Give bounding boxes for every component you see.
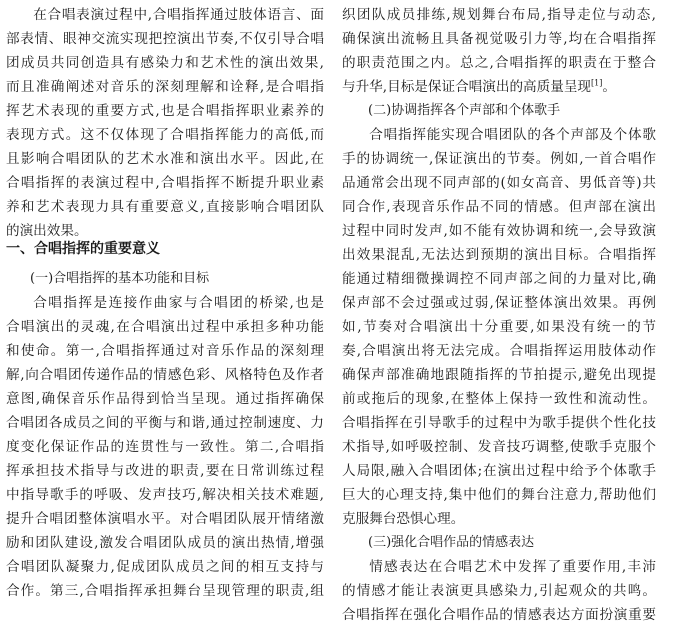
paragraph-line: 合唱团各成员之间的平衡与和谐,通过控制速度、力 — [6, 415, 324, 431]
paragraph-line: 励和团队建设,激发合唱团队成员的演出热情,增强 — [6, 535, 324, 551]
paragraph-line: 提升合唱团整体演唱水平。对合唱团队展开情绪激 — [6, 511, 324, 527]
paragraph-line: 术指导,如呼吸控制、发音技巧调整,使歌手克服个 — [342, 439, 656, 455]
paragraph-line: 部表情、眼神交流实现把控演出节奏,不仅引导合唱 — [6, 31, 324, 47]
paragraph-line: 中指导歌手的呼吸、发声技巧,解决相关技术难题, — [6, 487, 324, 503]
paragraph-line: 出效果混乱,无法达到预期的演出目标。合唱指挥 — [342, 247, 656, 263]
paragraph-line: 解,向合唱团传递作品的情感色彩、风格特色及作者 — [6, 367, 324, 383]
paragraph-text: 与升华,目标是保证合唱演出的高质量呈现 — [342, 79, 592, 95]
paragraph-line: 的职责范围之内。总之,合唱指挥的职责在于整合 — [342, 55, 656, 71]
paragraph-line: 奏,合唱演出将无法完成。合唱指挥运用肢体动作 — [342, 343, 656, 359]
paragraph-line: 合唱指挥在引导歌手的过程中为歌手提供个性化技 — [342, 415, 656, 431]
paragraph-line: 挥艺术表现的重要方式,也是合唱指挥职业素养的 — [6, 103, 324, 119]
paragraph-line: 挥承担技术指导与改进的职责,要在日常训练过程 — [6, 463, 324, 479]
paragraph-line: 度变化保证作品的连贯性与一致性。第二,合唱指 — [6, 439, 324, 455]
paragraph-line: 合唱指挥是连接作曲家与合唱团的桥梁,也是 — [33, 295, 324, 311]
paragraph-line: 巨大的心理支持,集中他们的舞台注意力,帮助他们 — [342, 487, 656, 503]
paragraph-line: 合唱团队凝聚力,促成团队成员之间的相互支持与 — [6, 559, 324, 575]
paragraph-line: 合唱指挥的表演过程中,合唱指挥不断提升职业素 — [6, 175, 324, 191]
paragraph-line: 合唱指挥在强化合唱作品的情感表达方面扮演重要 — [342, 607, 656, 623]
paragraph-line: 的情感才能让表演更具感染力,引起观众的共鸣。 — [342, 583, 656, 599]
paragraph-line: 织团队成员排练,规划舞台布局,指导走位与动态, — [342, 7, 656, 23]
paragraph-line: 品通常会出现不同声部的(如女高音、男低音等)共 — [342, 175, 656, 191]
paragraph-line: 在合唱表演过程中,合唱指挥通过肢体语言、面 — [33, 7, 324, 23]
paragraph-line: 表现方式。这不仅体现了合唱指挥能力的高低,而 — [6, 127, 324, 143]
paragraph-line: 和使命。第一,合唱指挥通过对音乐作品的深刻理 — [6, 343, 324, 359]
citation-mark: [1] — [591, 78, 603, 88]
paragraph-line: 的演出效果。 — [6, 223, 88, 239]
paragraph-line: 合作。第三,合唱指挥承担舞台呈现管理的职责,组 — [6, 583, 324, 599]
paragraph-line: 意图,确保音乐作品得到恰当呈现。通过指挥确保 — [6, 391, 324, 407]
paragraph-line: 且影响合唱团队的艺术水准和演出水平。因此,在 — [6, 151, 324, 167]
sub-heading: (一)合唱指挥的基本功能和目标 — [30, 271, 210, 286]
paragraph-line: 过程中同时发声,如不能有效协调和统一,会导致演 — [342, 223, 656, 239]
paragraph-line: 而且准确阐述对音乐的深刻理解和诠释,是合唱指 — [6, 79, 324, 95]
paragraph-line: 合唱指挥能实现合唱团队的各个声部及个体歌 — [369, 127, 656, 143]
paragraph-line: 团成员共同创造具有感染力和艺术性的演出效果, — [6, 55, 324, 71]
section-heading: 一、合唱指挥的重要意义 — [6, 241, 160, 257]
paragraph-line: 前或拖后的现象,在整体上保持一致性和流动性。 — [342, 391, 656, 407]
paragraph-line: 克服舞台恐惧心理。 — [342, 511, 465, 527]
paragraph-line — [342, 75, 656, 99]
paragraph-line: 合唱演出的灵魂,在合唱演出过程中承担多种功能 — [6, 319, 324, 335]
sub-heading: (二)协调指挥各个声部和个体歌手 — [368, 103, 561, 118]
paragraph-line: 同合作,表现音乐作品不同的情感。但声部在演出 — [342, 199, 656, 215]
paragraph-line: 能通过精细微操调控不同声部之间的力量对比,确 — [342, 271, 656, 287]
paragraph-line: 手的协调统一,保证演出的节奏。例如,一首合唱作 — [342, 151, 656, 167]
sub-heading: (三)强化合唱作品的情感表达 — [368, 535, 535, 550]
paragraph-line: 情感表达在合唱艺术中发挥了重要作用,丰沛 — [369, 559, 656, 575]
paragraph-line: 人局限,融入合唱团体;在演出过程中给予个体歌手 — [342, 463, 656, 479]
paragraph-line: 如,节奏对合唱演出十分重要,如果没有统一的节 — [342, 319, 656, 335]
paragraph-line: 养和艺术表现力具有重要意义,直接影响合唱团队 — [6, 199, 324, 215]
paragraph-line: 保声部不会过强或过弱,保证整体演出效果。再例 — [342, 295, 656, 311]
end-punctuation: 。 — [602, 79, 616, 95]
paragraph-line: 确保演出流畅且具备视觉吸引力等,均在合唱指挥 — [342, 31, 656, 47]
paragraph-line: 确保声部准确地跟随指挥的节拍提示,避免出现提 — [342, 367, 656, 383]
